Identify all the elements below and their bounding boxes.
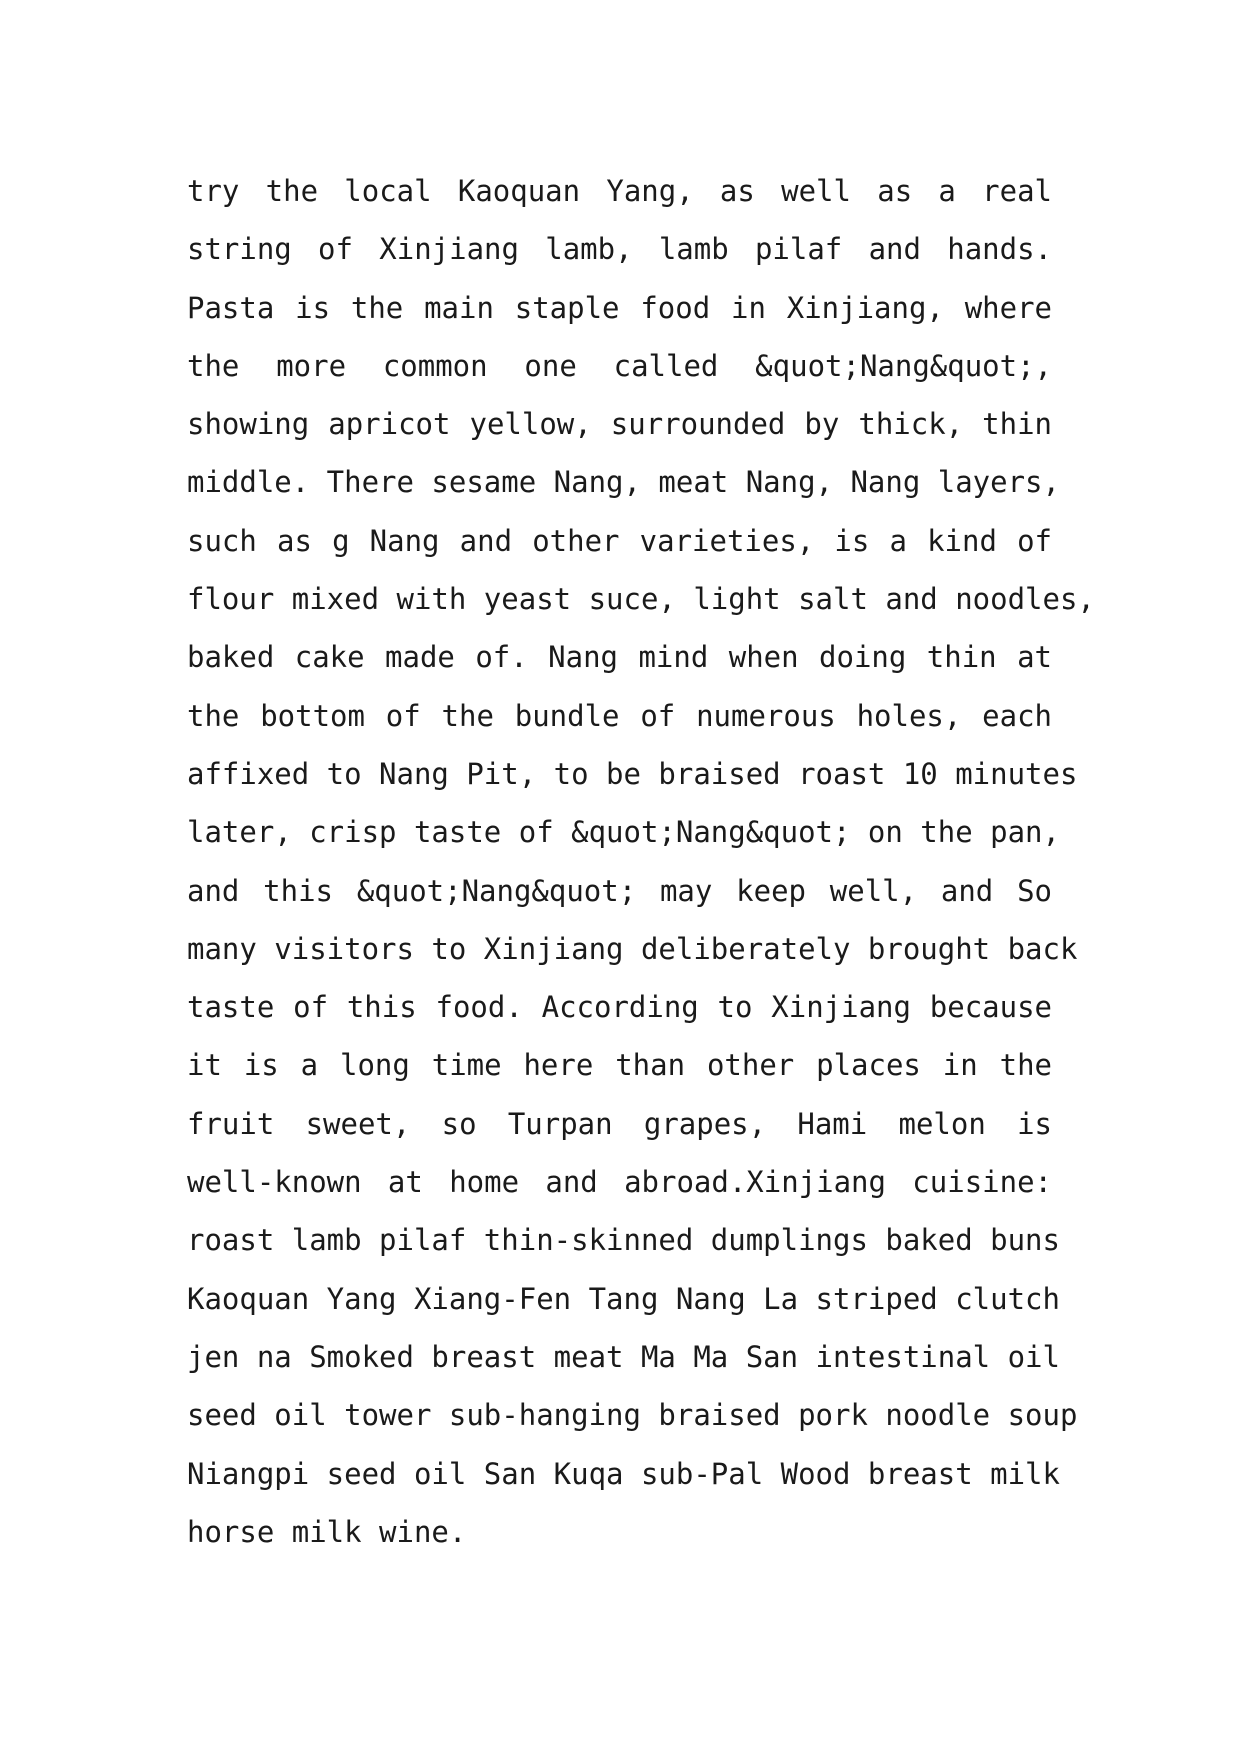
text-line: many visitors to Xinjiang deliberately brought back xyxy=(187,931,1078,966)
text-line: showing apricot yellow, surrounded by thick, thin xyxy=(187,407,1052,442)
text-line: such as g Nang and other varieties, is a kind of xyxy=(187,523,1052,558)
text-line: Kaoquan Yang Xiang-Fen Tang Nang La striped clutch xyxy=(187,1281,1060,1316)
text-line: baked cake made of. Nang mind when doing thin at xyxy=(187,640,1052,675)
text-line: the bottom of the bundle of numerous holes, each xyxy=(187,698,1052,733)
text-line: later, crisp taste of &quot;Nang&quot; on the pan, xyxy=(187,815,1060,850)
text-line: jen na Smoked breast meat Ma Ma San intestinal oil xyxy=(187,1339,1060,1374)
text-line: Niangpi seed oil San Kuqa sub-Pal Wood breast milk xyxy=(187,1456,1060,1491)
text-line: fruit sweet, so Turpan grapes, Hami melon is xyxy=(187,1106,1052,1141)
text-line: seed oil tower sub-hanging braised pork noodle soup xyxy=(187,1398,1078,1433)
text-line: horse milk wine. xyxy=(187,1514,467,1549)
text-line: taste of this food. According to Xinjiang because xyxy=(187,990,1052,1025)
text-line: flour mixed with yeast suce, light salt and noodles, xyxy=(187,582,1095,617)
text-line: middle. There sesame Nang, meat Nang, Nang layers, xyxy=(187,465,1060,500)
text-line: and this &quot;Nang&quot; may keep well, and So xyxy=(187,873,1052,908)
text-line: the more common one called &quot;Nang&quot;, xyxy=(187,348,1052,383)
text-line: it is a long time here than other places in the xyxy=(187,1048,1052,1083)
text-line: affixed to Nang Pit, to be braised roast 10 minutes xyxy=(187,756,1078,791)
text-line: Pasta is the main staple food in Xinjiang, where xyxy=(187,290,1052,325)
text-line: string of Xinjiang lamb, lamb pilaf and hands. xyxy=(187,232,1052,267)
text-line: well-known at home and abroad.Xinjiang cuisine: xyxy=(187,1165,1052,1200)
text-line: roast lamb pilaf thin-skinned dumplings baked buns xyxy=(187,1223,1060,1258)
body-paragraph xyxy=(187,162,1095,1561)
text-line: try the local Kaoquan Yang, as well as a real xyxy=(187,174,1052,208)
